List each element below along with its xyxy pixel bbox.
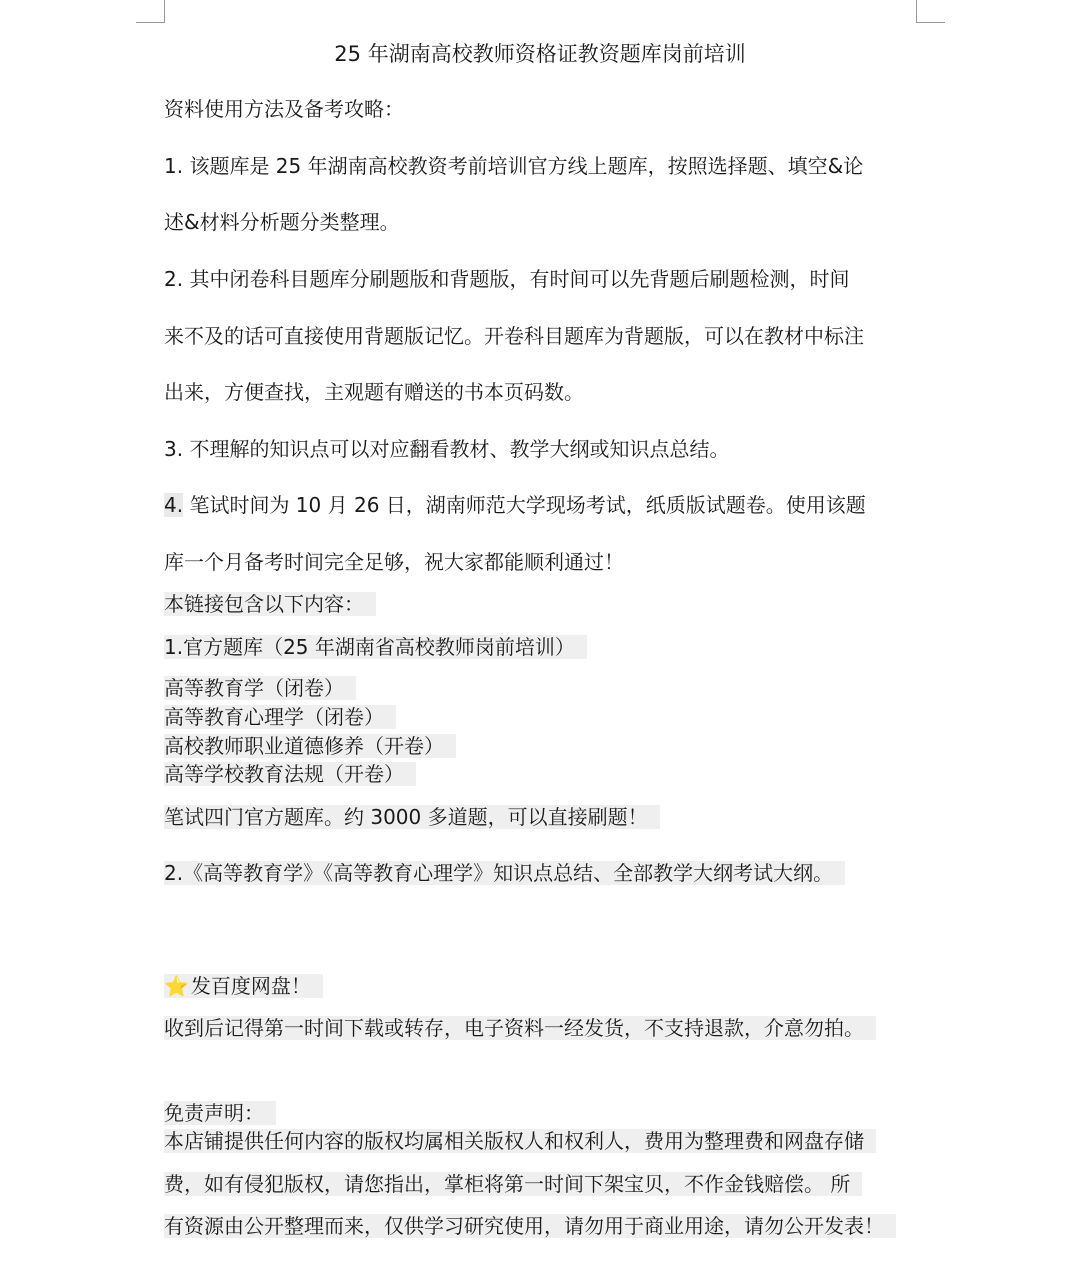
paragraph-2-line-1: 2. 其中闭卷科目题库分刷题版和背题版，有时间可以先背题后刷题检测，时间 xyxy=(164,267,850,291)
paragraph-4-number: 4. xyxy=(164,493,184,517)
disclaimer-line-1 xyxy=(164,1126,876,1156)
disclaimer-heading-text: 免责声明： xyxy=(164,1101,276,1125)
contents-item-1-note xyxy=(164,802,660,832)
star-icon: ⭐ xyxy=(164,974,189,998)
contents-item-2 xyxy=(164,858,845,888)
disclaimer-line-2-text: 费，如有侵犯版权，请您指出，掌柜将第一时间下架宝贝，不作金钱赔偿。 所 xyxy=(164,1172,862,1196)
delivery-note xyxy=(164,1013,876,1043)
subject-item xyxy=(164,673,356,703)
contents-item-1-text: 1.官方题库（25 年湖南省高校教师岗前培训） xyxy=(164,635,587,659)
disclaimer-line-3 xyxy=(164,1211,896,1241)
paragraph-3: 3. 不理解的知识点可以对应翻看教材、教学大纲或知识点总结。 xyxy=(164,437,730,461)
page-corner-top-left xyxy=(136,0,165,23)
delivery-text: 发百度网盘！ xyxy=(190,974,311,998)
delivery-line xyxy=(164,971,323,1001)
disclaimer-line-3-text: 有资源由公开整理而来，仅供学习研究使用，请勿用于商业用途，请勿公开发表！ xyxy=(164,1214,896,1238)
contents-heading-text: 本链接包含以下内容： xyxy=(164,592,376,616)
paragraph-2-line-2: 来不及的话可直接使用背题版记忆。开卷科目题库为背题版，可以在教材中标注 xyxy=(164,324,864,348)
subject-text: 高校教师职业道德修养（开卷） xyxy=(164,734,456,758)
paragraph-1-line-1: 1. 该题库是 25 年湖南高校教资考前培训官方线上题库，按照选择题、填空&论 xyxy=(164,154,864,178)
subject-text: 高等教育学（闭卷） xyxy=(164,676,356,700)
subject-text: 高等学校教育法规（开卷） xyxy=(164,762,416,786)
paragraph-4-text: 笔试时间为 10 月 26 日，湖南师范大学现场考试，纸质版试题卷。使用该题 xyxy=(183,493,866,517)
paragraph-2-line-3: 出来，方便查找，主观题有赠送的书本页码数。 xyxy=(164,380,584,404)
disclaimer-heading xyxy=(164,1098,276,1128)
contents-heading xyxy=(164,589,376,619)
page-corner-top-right xyxy=(916,0,945,23)
disclaimer-line-2 xyxy=(164,1169,862,1199)
contents-item-1-note-text: 笔试四门官方题库。约 3000 多道题，可以直接刷题！ xyxy=(164,805,660,829)
subject-item xyxy=(164,759,416,789)
paragraph-4-line-2: 库一个月备考时间完全足够，祝大家都能顺利通过！ xyxy=(164,550,624,574)
subject-item xyxy=(164,731,456,761)
disclaimer-line-1-text: 本店铺提供任何内容的版权均属相关版权人和权利人，费用为整理费和网盘存储 xyxy=(164,1129,876,1153)
contents-item-1 xyxy=(164,632,587,662)
intro-heading: 资料使用方法及备考攻略： xyxy=(164,97,404,121)
paragraph-1-line-2: 述&材料分析题分类整理。 xyxy=(164,210,400,234)
subject-item xyxy=(164,702,396,732)
paragraph-4-line-1 xyxy=(164,490,866,520)
delivery-note-text: 收到后记得第一时间下载或转存，电子资料一经发货，不支持退款，介意勿拍。 xyxy=(164,1016,876,1040)
contents-item-2-text: 2.《高等教育学》《高等教育心理学》知识点总结、全部教学大纲考试大纲。 xyxy=(164,861,845,885)
document-title: 25 年湖南高校教师资格证教资题库岗前培训 xyxy=(334,42,746,66)
subject-text: 高等教育心理学（闭卷） xyxy=(164,705,396,729)
